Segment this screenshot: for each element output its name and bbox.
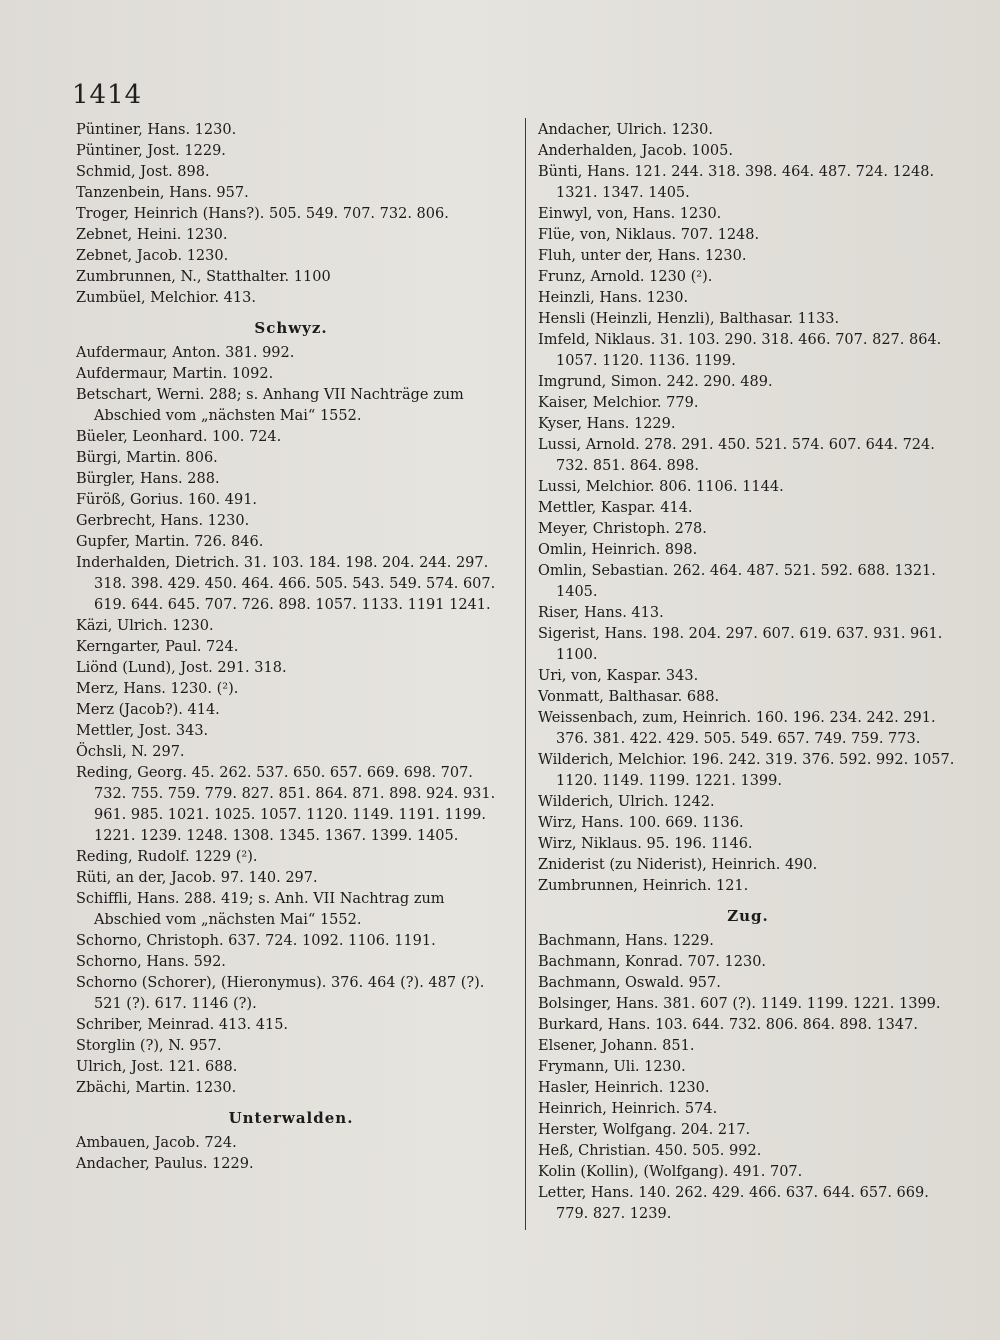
index-entry: Schorno (Schorer), (Hieronymus). 376. 464 (?). 487 (?). 521 (?). 617. 1146 (?). (76, 975, 485, 1012)
index-entry: Omlin, Sebastian. 262. 464. 487. 521. 592. 688. 1321. 1405. (538, 563, 936, 600)
index-entry: Wilderich, Melchior. 196. 242. 319. 376. 592. 992. 1057. 1120. 1149. 1199. 1221. 1399. (538, 752, 955, 789)
index-entry: Riser, Hans. 413. (538, 605, 664, 621)
index-entry: Liönd (Lund), Jost. 291. 318. (76, 660, 287, 676)
index-entry: Merz, Hans. 1230. (²). (76, 681, 239, 697)
index-entry: Bachmann, Konrad. 707. 1230. (538, 954, 767, 970)
entry-list-schwyz (76, 343, 506, 1099)
index-entry: Wirz, Hans. 100. 669. 1136. (538, 815, 744, 831)
index-entry: Wirz, Niklaus. 95. 196. 1146. (538, 836, 753, 852)
index-entry: Bachmann, Oswald. 957. (538, 975, 721, 991)
entry-list-zug (538, 931, 958, 1225)
index-entry: Elsener, Johann. 851. (538, 1038, 695, 1054)
index-entry: Burkard, Hans. 103. 644. 732. 806. 864. 898. 1347. (538, 1017, 918, 1033)
index-entry: Betschart, Werni. 288; s. Anhang VII Nachträge zum Abschied vom „nächsten Mai“ 1552. (76, 387, 464, 424)
index-entry: Einwyl, von, Hans. 1230. (538, 206, 722, 222)
index-entry: Kyser, Hans. 1229. (538, 416, 676, 432)
index-entry: Andacher, Ulrich. 1230. (538, 122, 713, 138)
index-entry: Öchsli, N. 297. (76, 744, 185, 760)
index-entry: Zniderist (zu Niderist), Heinrich. 490. (538, 857, 818, 873)
index-entry: Bürgler, Hans. 288. (76, 471, 220, 487)
index-entry: Andacher, Paulus. 1229. (76, 1156, 254, 1172)
entry-list-unterwalden (76, 1133, 506, 1175)
index-entry: Merz (Jacob?). 414. (76, 702, 220, 718)
index-entry: Kaiser, Melchior. 779. (538, 395, 699, 411)
index-entry: Schorno, Christoph. 637. 724. 1092. 1106. 1191. (76, 933, 436, 949)
left-column (76, 120, 506, 1175)
index-entry: Käzi, Ulrich. 1230. (76, 618, 214, 634)
index-entry: Schiffli, Hans. 288. 419; s. Anh. VII Nachtrag zum Abschied vom „nächsten Mai“ 1552. (76, 891, 445, 928)
index-entry: Aufdermaur, Anton. 381. 992. (76, 345, 295, 361)
index-entry: Imfeld, Niklaus. 31. 103. 290. 318. 466. 707. 827. 864. 1057. 1120. 1136. 1199. (538, 332, 942, 369)
index-entry: Heinrich, Heinrich. 574. (538, 1101, 718, 1117)
index-entry: Püntiner, Hans. 1230. (76, 122, 237, 138)
index-entry: Bachmann, Hans. 1229. (538, 933, 714, 949)
index-entry: Püntiner, Jost. 1229. (76, 143, 226, 159)
index-entry: Storglin (?), N. 957. (76, 1038, 222, 1054)
index-entry: Vonmatt, Balthasar. 688. (538, 689, 720, 705)
section-heading-zug: Zug. (727, 907, 769, 925)
index-entry: Mettler, Jost. 343. (76, 723, 209, 739)
index-entry: Zebnet, Heini. 1230. (76, 227, 228, 243)
section-heading-unterwalden: Unterwalden. (228, 1109, 354, 1127)
index-entry: Heinzli, Hans. 1230. (538, 290, 689, 306)
index-entry: Wilderich, Ulrich. 1242. (538, 794, 715, 810)
index-entry: Bünti, Hans. 121. 244. 318. 398. 464. 487. 724. 1248. 1321. 1347. 1405. (538, 164, 935, 201)
index-entry: Ulrich, Jost. 121. 688. (76, 1059, 238, 1075)
index-entry: Hasler, Heinrich. 1230. (538, 1080, 710, 1096)
index-entry: Lussi, Arnold. 278. 291. 450. 521. 574. 607. 644. 724. 732. 851. 864. 898. (538, 437, 935, 474)
index-entry: Sigerist, Hans. 198. 204. 297. 607. 619. 637. 931. 961. 1100. (538, 626, 943, 663)
index-entry: Inderhalden, Dietrich. 31. 103. 184. 198. 204. 244. 297. 318. 398. 429. 450. 464. 466. 505. 543. 549. 574. 607. 619. 644. 645. 707. 726. 898. 1057. 1133. 1191 1241. (76, 555, 496, 613)
index-entry: Frunz, Arnold. 1230 (²). (538, 269, 713, 285)
index-entry: Herster, Wolfgang. 204. 217. (538, 1122, 751, 1138)
index-entry: Büeler, Leonhard. 100. 724. (76, 429, 282, 445)
index-entry: Frymann, Uli. 1230. (538, 1059, 686, 1075)
index-entry: Kerngarter, Paul. 724. (76, 639, 239, 655)
index-entry: Rüti, an der, Jacob. 97. 140. 297. (76, 870, 318, 886)
index-entry: Schriber, Meinrad. 413. 415. (76, 1017, 289, 1033)
index-entry: Zumbüel, Melchior. 413. (76, 290, 256, 306)
entry-list-unterwalden-continued (538, 120, 958, 897)
column-divider (525, 118, 526, 1230)
index-entry: Imgrund, Simon. 242. 290. 489. (538, 374, 773, 390)
index-entry: Schorno, Hans. 592. (76, 954, 226, 970)
index-entry: Weissenbach, zum, Heinrich. 160. 196. 234. 242. 291. 376. 381. 422. 429. 505. 549. 657. 749. 759. 773. (538, 710, 936, 747)
index-entry: Fluh, unter der, Hans. 1230. (538, 248, 747, 264)
index-entry: Meyer, Christoph. 278. (538, 521, 707, 537)
index-entry: Troger, Heinrich (Hans?). 505. 549. 707. 732. 806. (76, 206, 449, 222)
index-entry: Aufdermaur, Martin. 1092. (76, 366, 274, 382)
index-entry: Zumbrunnen, N., Statthalter. 1100 (76, 269, 331, 285)
index-entry: Hensli (Heinzli, Henzli), Balthasar. 1133. (538, 311, 840, 327)
index-entry: Reding, Georg. 45. 262. 537. 650. 657. 669. 698. 707. 732. 755. 759. 779. 827. 851. 864. 871. 898. 924. 931. 961. 985. 1021. 1025. 1057. 1120. 1149. 1191. 1199. 1221. 1239. 1248. 1308. 1345. 1367. 1399. 1405. (76, 765, 496, 844)
index-entry: Bürgi, Martin. 806. (76, 450, 218, 466)
index-entry: Uri, von, Kaspar. 343. (538, 668, 699, 684)
section-heading-schwyz: Schwyz. (254, 319, 328, 337)
page-number: 1414 (72, 80, 143, 110)
index-entry: Tanzenbein, Hans. 957. (76, 185, 249, 201)
index-entry: Flüe, von, Niklaus. 707. 1248. (538, 227, 760, 243)
entry-list-uri-continued (76, 120, 506, 309)
index-entry: Gerbrecht, Hans. 1230. (76, 513, 250, 529)
index-entry: Omlin, Heinrich. 898. (538, 542, 698, 558)
index-entry: Mettler, Kaspar. 414. (538, 500, 693, 516)
index-entry: Letter, Hans. 140. 262. 429. 466. 637. 644. 657. 669. 779. 827. 1239. (538, 1185, 929, 1222)
index-entry: Füröß, Gorius. 160. 491. (76, 492, 258, 508)
index-entry: Zbächi, Martin. 1230. (76, 1080, 237, 1096)
index-entry: Lussi, Melchior. 806. 1106. 1144. (538, 479, 784, 495)
index-entry: Ambauen, Jacob. 724. (76, 1135, 237, 1151)
index-entry: Gupfer, Martin. 726. 846. (76, 534, 264, 550)
index-entry: Schmid, Jost. 898. (76, 164, 210, 180)
index-entry: Anderhalden, Jacob. 1005. (538, 143, 733, 159)
index-entry: Kolin (Kollin), (Wolfgang). 491. 707. (538, 1164, 803, 1180)
index-entry: Zumbrunnen, Heinrich. 121. (538, 878, 749, 894)
index-entry: Bolsinger, Hans. 381. 607 (?). 1149. 1199. 1221. 1399. (538, 996, 941, 1012)
index-entry: Reding, Rudolf. 1229 (²). (76, 849, 258, 865)
index-entry: Heß, Christian. 450. 505. 992. (538, 1143, 762, 1159)
index-entry: Zebnet, Jacob. 1230. (76, 248, 229, 264)
right-column (538, 120, 958, 1225)
